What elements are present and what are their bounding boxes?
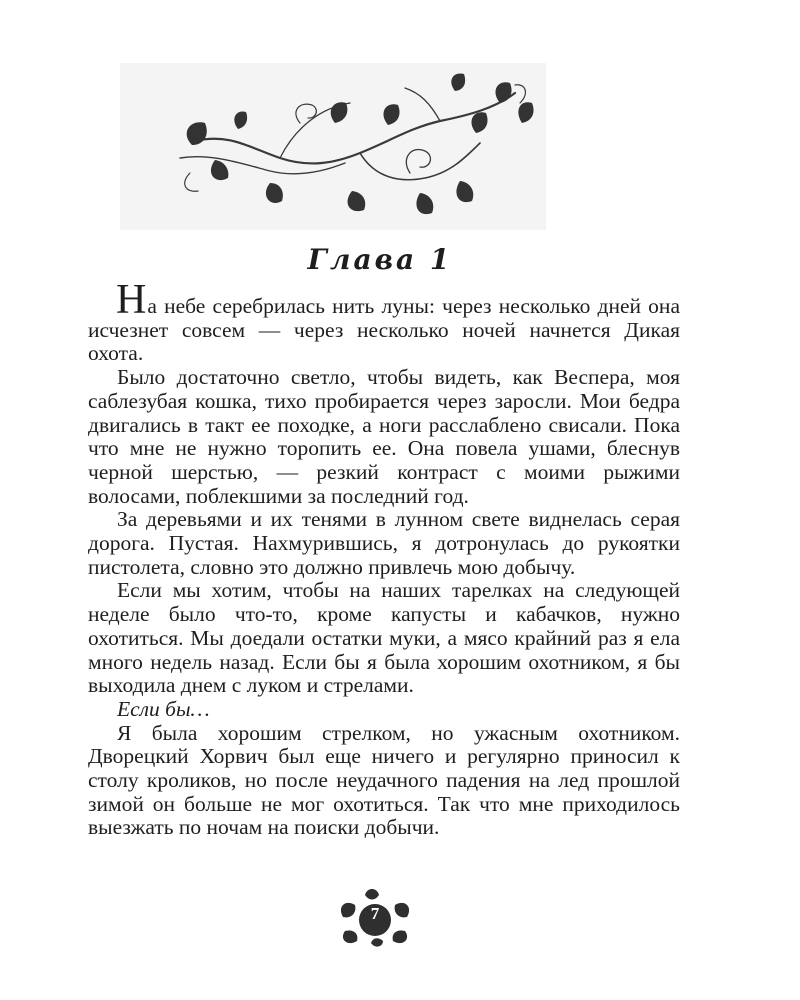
paragraph-italic: Если бы… <box>117 696 210 721</box>
page-number: 7 <box>370 904 380 923</box>
paragraph-text: а небе серебрилась нить луны: через несколько дней она исчезнет совсем — через несколько ночей начнется Дикая охота. <box>88 294 680 366</box>
page-number-ornament <box>335 887 415 949</box>
vine-leaves-icon <box>120 63 546 230</box>
paragraph: Если мы хотим, чтобы на наших тарелках на следующей неделе было что-то, кроме капусты и кабачков, нужно охотиться. Мы доедали остатки муки, а мясо крайний раз я ела много недель назад. Если бы я была хорошим охотником, я бы выходила днем с луком и стрелами. <box>88 578 680 698</box>
paragraph: За деревьями и их тенями в лунном свете виднелась серая дорога. Пустая. Нахмурившись, я дотронулась до рукоятки пистолета, словно это должно привлечь мою добычу. <box>88 507 680 579</box>
vine-ornament <box>120 63 546 230</box>
paragraph <box>88 277 680 366</box>
chapter-body <box>88 277 680 840</box>
drop-cap: Н <box>116 277 148 323</box>
paragraph: Было достаточно светло, чтобы видеть, как Веспера, моя саблезубая кошка, тихо пробирается через заросли. Мои бедра двигались в такт ее походке, а ноги расслаблено свисали. Пока что мне не нужно торопить ее. Она повела ушами, блеснув черной шерстью, — резкий контраст с моими рыжими волосами, поблекшими за последний год. <box>88 365 680 508</box>
chapter-title: Глава 1 <box>307 243 453 276</box>
paragraph: Я была хорошим стрелком, но ужасным охотником. Дворецкий Хорвич был еще ничего и регулярно приносил к столу кроликов, но после неудачного падения на лед прошлой зимой он больше не мог охотиться. Так что мне приходилось выезжать по ночам на поиски добычи. <box>88 720 680 840</box>
